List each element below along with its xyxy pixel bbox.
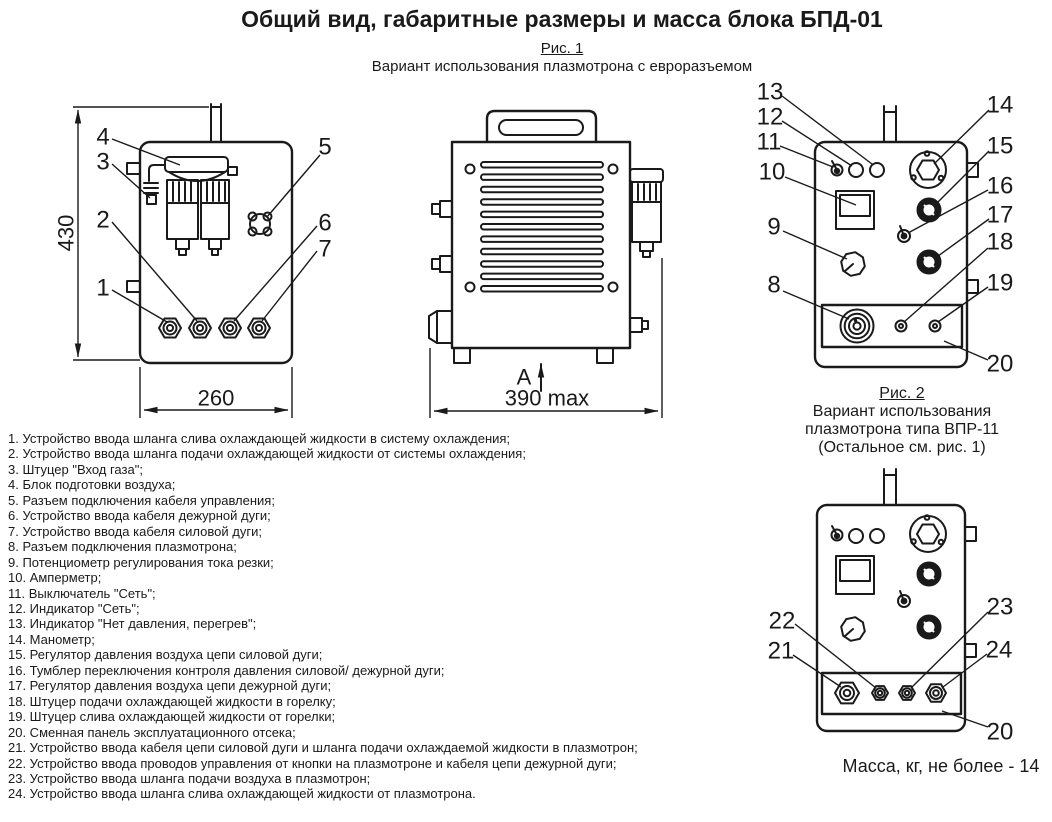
callout-10: 10 xyxy=(758,158,786,186)
dimension-height xyxy=(54,107,210,360)
fig2-subcaption-line1: Вариант использования xyxy=(812,403,992,420)
dimension-width xyxy=(140,367,292,418)
legend-item: 9. Потенциометр регулирования тока резки; xyxy=(8,554,274,570)
gas-inlet-ribs xyxy=(144,183,158,193)
callout-2: 2 xyxy=(96,206,110,234)
legend-item: 21. Устройство ввода кабеля цепи силовой дуги и шланга подачи охлаждаемой жидкости в плазмотрон; xyxy=(8,740,638,756)
legend-item: 11. Выключатель "Сеть"; xyxy=(8,585,156,601)
callout-1: 1 xyxy=(96,274,110,302)
callout-16: 16 xyxy=(986,172,1014,200)
cable-gland-23 xyxy=(899,686,915,700)
carry-handle-slot xyxy=(499,120,583,135)
legend-item: 12. Индикатор "Сеть"; xyxy=(8,600,140,616)
cable-gland-22 xyxy=(872,686,888,700)
legend-item: 2. Устройство ввода шланга подачи охлаждающей жидкости от системы охлаждения; xyxy=(8,446,526,462)
side-air-filter xyxy=(630,169,663,257)
air-unit-outlet-stub xyxy=(228,167,237,175)
callout-3: 3 xyxy=(96,148,110,176)
callout-22: 22 xyxy=(768,607,796,635)
legend-item: 6. Устройство ввода кабеля дежурной дуги; xyxy=(8,508,271,524)
legend-item: 5. Разъем подключения кабеля управления; xyxy=(8,492,275,508)
filter-body-left xyxy=(167,203,198,239)
callout-15: 15 xyxy=(986,132,1014,160)
panel-screw xyxy=(466,283,475,292)
callout-21: 21 xyxy=(767,637,795,665)
callout-19: 19 xyxy=(986,269,1014,297)
legend-item: 3. Штуцер "Вход газа"; xyxy=(8,461,143,477)
filter-comb-left-slats xyxy=(173,182,191,201)
panel-screw xyxy=(609,165,618,174)
fig2-caption-label: Рис. 2 xyxy=(879,385,925,402)
filter-plug-left xyxy=(176,239,189,249)
callout-9: 9 xyxy=(767,213,781,241)
view-arrow-label: А xyxy=(516,364,532,390)
current-potentiometer xyxy=(841,617,865,641)
pressure-toggle xyxy=(898,591,910,607)
fig1-subcaption: Вариант использования плазмотрона с евроразъемом xyxy=(371,58,753,75)
inlet-pipe xyxy=(211,104,221,142)
enclosure-outline xyxy=(452,142,630,348)
callout-23: 23 xyxy=(986,593,1014,621)
legend-item: 23. Устройство ввода шланга подачи воздуха в плазмотрон; xyxy=(8,770,371,786)
callout-11: 11 xyxy=(756,128,782,156)
pressure-regulator-pilot xyxy=(920,618,938,636)
callout-4: 4 xyxy=(96,123,110,151)
power-connector xyxy=(429,311,452,343)
mounting-tab xyxy=(127,163,140,174)
filter-plug-right xyxy=(209,239,221,249)
side-stub xyxy=(967,163,978,177)
pressure-gauge xyxy=(910,515,946,552)
power-switch xyxy=(832,526,843,541)
side-stub xyxy=(965,644,976,657)
fig2-caption-block xyxy=(752,385,1052,457)
front-view-leaders xyxy=(112,139,320,322)
pressure-regulator-power xyxy=(920,565,938,583)
legend xyxy=(8,431,758,802)
pressure-regulator-pilot xyxy=(920,253,938,271)
callout-7: 7 xyxy=(318,235,332,263)
page-title: Общий вид, габаритные размеры и масса блока БПД-01 xyxy=(241,6,883,32)
air-preparation-unit xyxy=(144,157,237,255)
fig2-subcaption-line2: плазмотрона типа ВПР-11 xyxy=(805,421,999,438)
legend-item: 1. Устройство ввода шланга слива охлаждающей жидкости в систему охлаждения; xyxy=(8,431,511,446)
fig2-subcaption-line3: (Остальное см. рис. 1) xyxy=(818,439,986,456)
power-switch xyxy=(832,161,843,176)
callout-20b: 20 xyxy=(986,718,1014,746)
pressure-regulator-power xyxy=(920,201,938,219)
legend-item: 24. Устройство ввода шланга слива охлаждающей жидкости от плазмотрона. xyxy=(8,786,476,802)
indicator-no-pressure xyxy=(870,529,884,543)
panel-screw xyxy=(466,165,475,174)
filter-tip-right xyxy=(212,249,218,255)
callout-12: 12 xyxy=(756,103,784,131)
ammeter xyxy=(836,556,874,594)
side-stubs xyxy=(432,201,452,272)
callout-6: 6 xyxy=(318,209,332,237)
inlet-pipe xyxy=(884,106,896,142)
indicator-no-pressure xyxy=(870,163,884,177)
filter-tip-left xyxy=(179,249,186,255)
callout-17: 17 xyxy=(986,201,1014,229)
vent-grille xyxy=(481,162,603,292)
callout-5: 5 xyxy=(318,133,332,161)
front-view xyxy=(54,104,332,418)
callout-8: 8 xyxy=(767,271,781,299)
side-bottom-stub xyxy=(630,318,648,332)
legend-item: 22. Устройство ввода проводов управления от кнопки на плазмотроне и кабеля цепи дежурной дуги; xyxy=(8,755,617,771)
inlet-pipe xyxy=(884,469,896,505)
callout-14: 14 xyxy=(986,91,1014,119)
callout-24: 24 xyxy=(985,636,1013,664)
legend-item: 20. Сменная панель эксплуатационного отсека; xyxy=(8,724,296,740)
side-stub xyxy=(967,280,978,293)
callout-20: 20 xyxy=(986,350,1014,378)
foot xyxy=(597,348,613,363)
legend-item: 19. Штуцер слива охлаждающей жидкости от горелки; xyxy=(8,709,336,725)
panel-view xyxy=(757,79,1014,378)
indicator-power xyxy=(849,529,863,543)
filter-comb-right-slats xyxy=(207,182,225,201)
fig2-view xyxy=(768,469,1014,746)
filter-body-right xyxy=(201,203,229,239)
legend-item: 4. Блок подготовки воздуха; xyxy=(8,477,176,493)
legend-item: 7. Устройство ввода кабеля силовой дуги; xyxy=(8,523,262,539)
legend-item: 13. Индикатор "Нет давления, перегрев"; xyxy=(8,616,257,632)
legend-item: 8. Разъем подключения плазмотрона; xyxy=(8,539,237,555)
side-stub xyxy=(965,527,976,541)
current-potentiometer xyxy=(841,252,865,276)
fig1-caption-label: Рис. 1 xyxy=(540,40,584,57)
legend-item: 14. Манометр; xyxy=(8,631,95,647)
foot xyxy=(454,348,470,363)
legend-item: 15. Регулятор давления воздуха цепи силовой дуги; xyxy=(8,647,323,663)
dim-depth-label: 390 max xyxy=(504,385,590,411)
mounting-tab xyxy=(127,281,140,292)
air-unit-top-bar xyxy=(165,157,228,172)
gas-inlet-elbow xyxy=(149,165,165,181)
legend-item: 16. Тумблер переключения контроля давления силовой/ дежурной дуги; xyxy=(8,662,445,678)
dim-width-label: 260 xyxy=(197,385,235,411)
torch-connector xyxy=(841,310,874,343)
panel-screw xyxy=(609,283,618,292)
legend-item: 18. Штуцер подачи охлаждающей жидкости в горелку; xyxy=(8,693,336,709)
callout-13: 13 xyxy=(756,78,784,106)
hose-fittings-row xyxy=(159,319,270,338)
pressure-toggle xyxy=(898,226,910,242)
legend-item: 10. Амперметр; xyxy=(8,570,102,586)
legend-item: 17. Регулятор давления воздуха цепи дежурной дуги; xyxy=(8,678,332,694)
filter-comb-left xyxy=(167,180,198,203)
dimension-depth xyxy=(430,258,662,418)
ammeter xyxy=(836,191,874,229)
callout-18: 18 xyxy=(986,228,1014,256)
side-view xyxy=(429,111,663,418)
dim-height-label: 430 xyxy=(53,214,79,252)
carry-handle xyxy=(487,111,596,142)
mass-note: Масса, кг, не более - 14 xyxy=(842,756,1040,776)
